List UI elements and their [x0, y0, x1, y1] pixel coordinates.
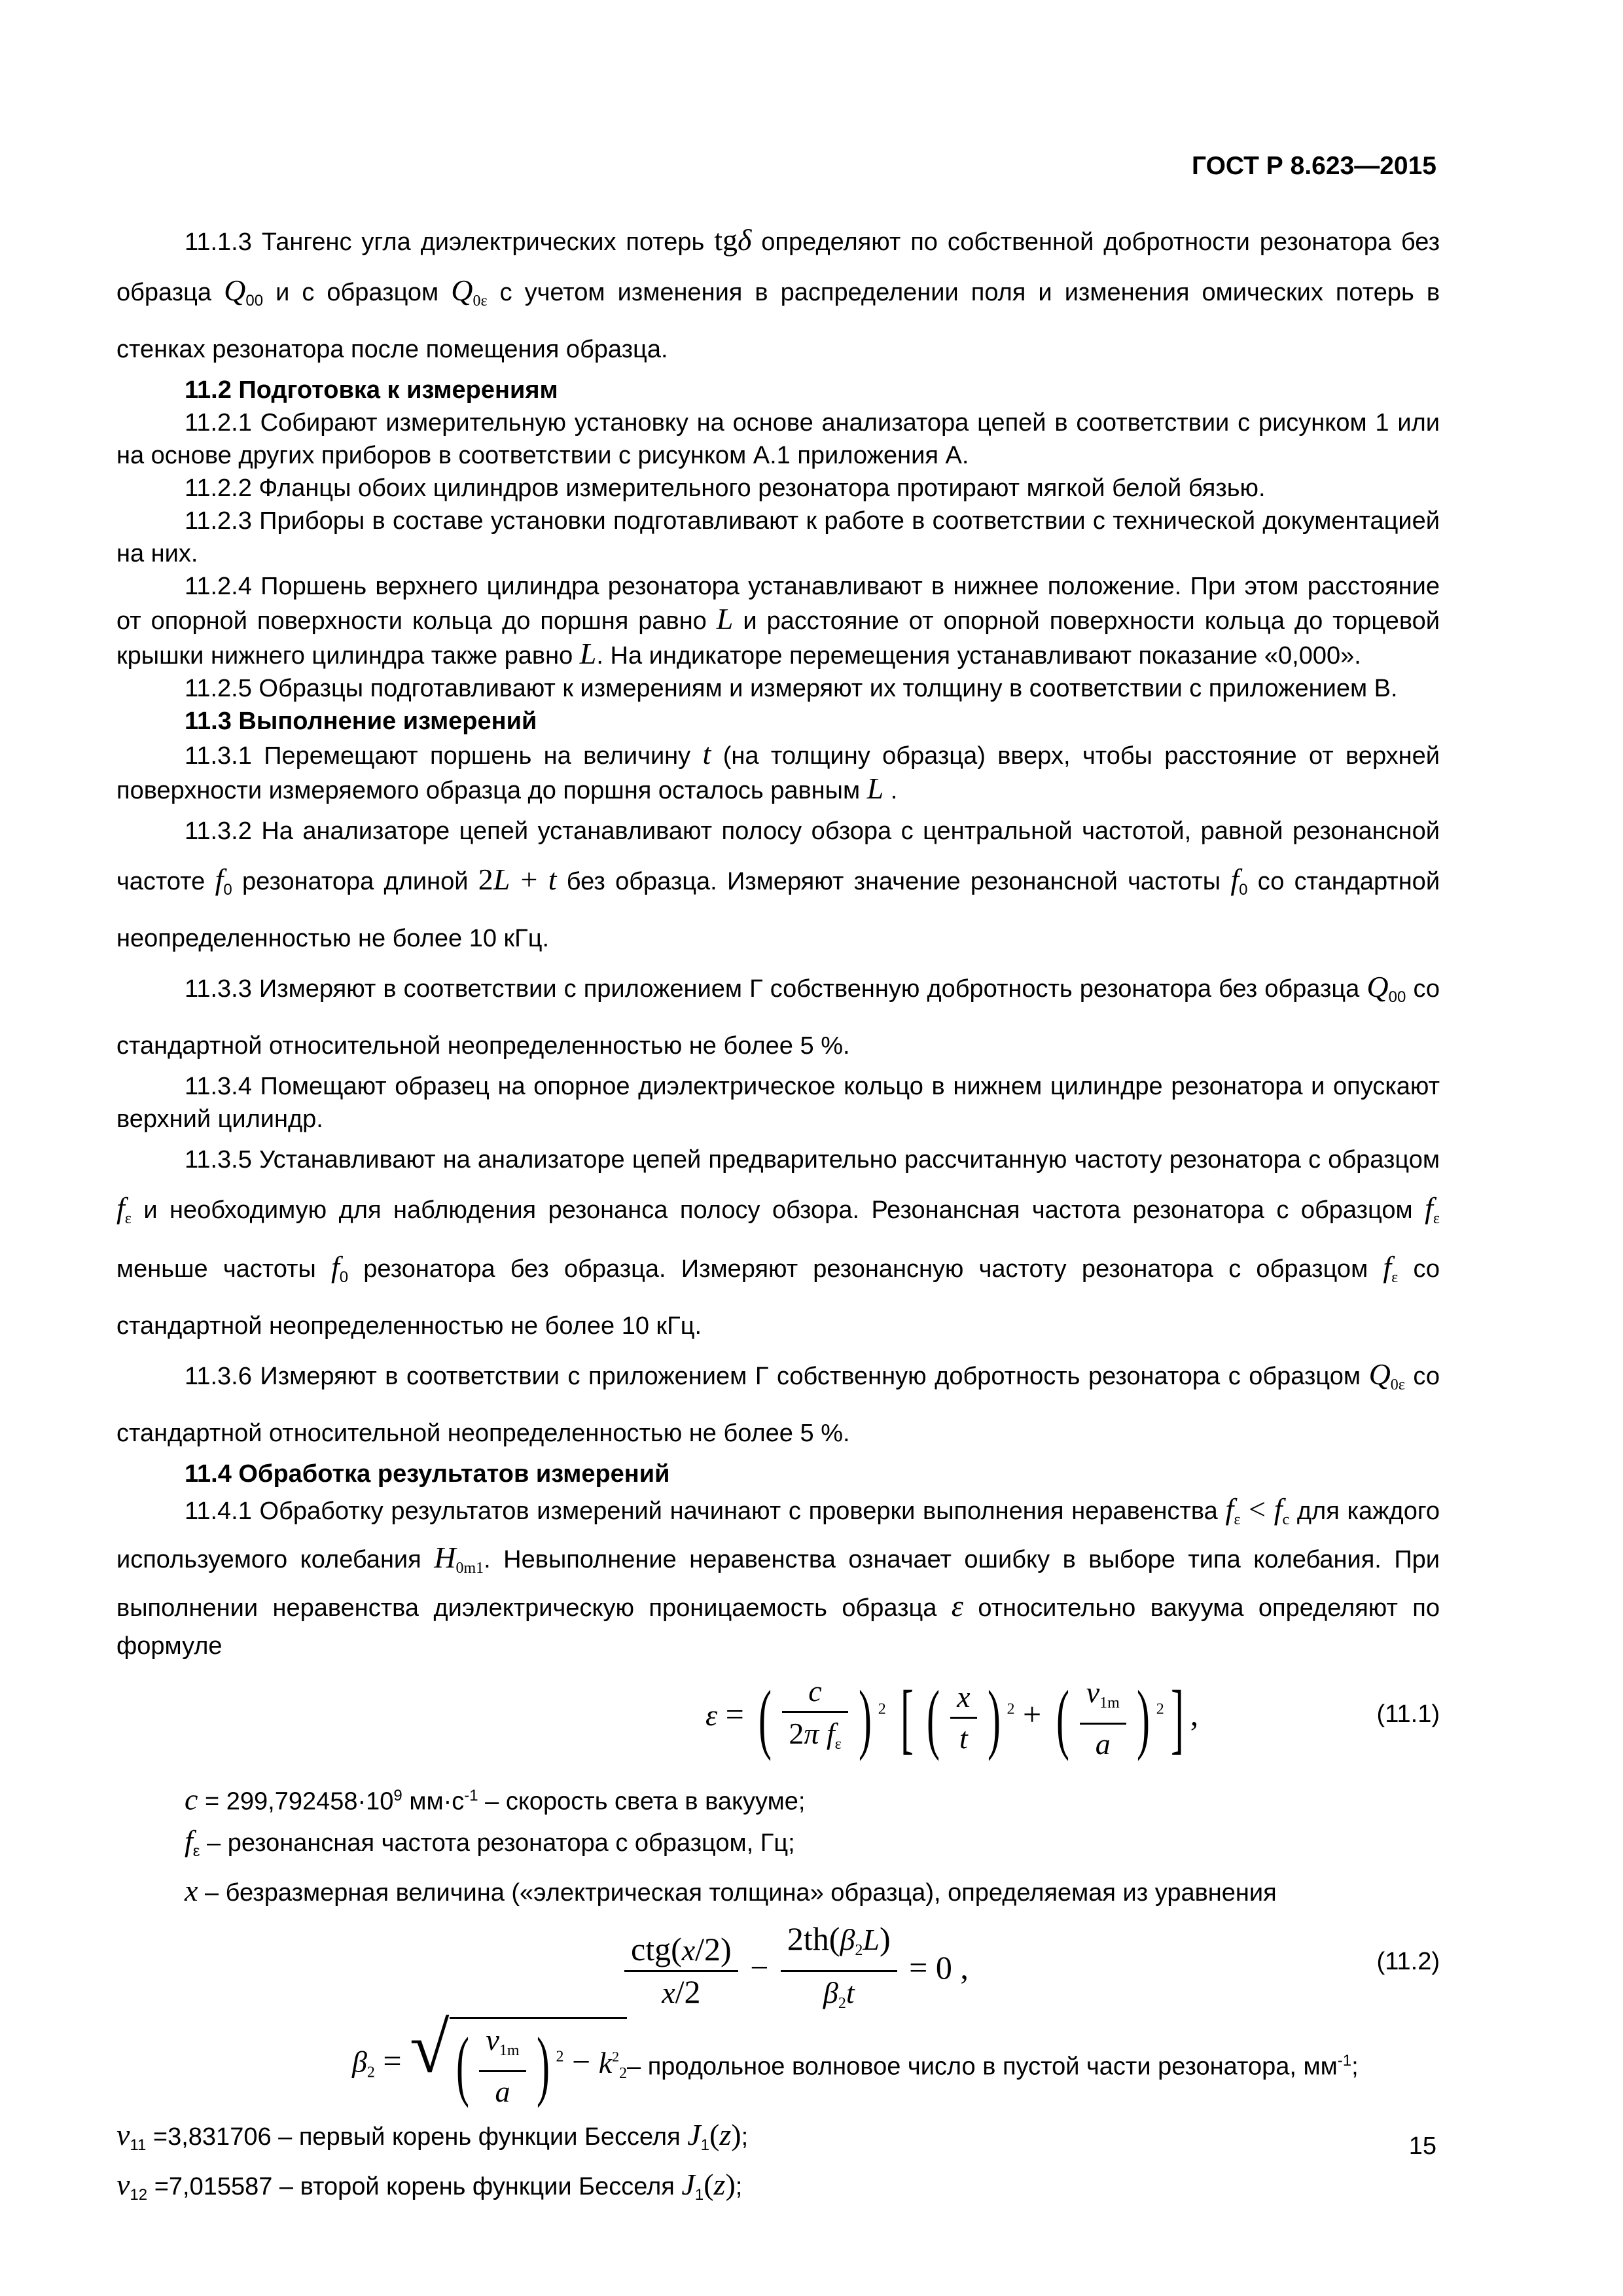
formula-11-1-expression: ε = ( $\frac{c}{2\pi f_\varepsilon}$ ) $^2$ [ ( $\frac{x}{t}$ ) $^2$ + ( $\frac{\nu_{1m}}{a}$ ) $^2$] ,	[705, 1672, 1198, 1764]
definition-beta: $\beta_2$ = √( $\frac{\nu_{1m}}{a}$ ) $^2 - k^2_2$ – продольное волновое число в пустой части резонатора, $мм^{-1}$;	[116, 2017, 1440, 2109]
section-11-2-heading: 11.2 Подготовка к измерениям	[185, 376, 558, 404]
definition-nu11: $\nu_{11} =3,831706$ – первый корень функции Бесселя $J_1(z)$;	[116, 2117, 749, 2154]
formula-11-2	[116, 1919, 1440, 2011]
paragraph-11-1-3: 11.1.3 Тангенс угла диэлектрических потерь tgδ определяют по собственной добротности резонатора без образца $Q_{00}$ и с образцом $Q_{0\varepsilon}$ с учетом изменения в распределении поля и изменения омических потерь в стенках резонатора после помещения образца.	[116, 223, 1440, 363]
definition-f-epsilon: $f_\varepsilon$ – резонансная частота резонатора с образцом, Гц;	[185, 1823, 795, 1860]
section-11-4-heading: 11.4 Обработка результатов измерений	[185, 1460, 670, 1488]
definition-nu12: $\nu_{12} =7,015587$ – второй корень функции Бесселя $J_1(z)$;	[116, 2167, 743, 2204]
formula-11-1-number: (11.1)	[1376, 1700, 1440, 1728]
formula-11-1	[116, 1672, 1440, 1770]
standard-header: ГОСТ Р 8.623—2015	[1192, 152, 1436, 180]
paragraph-11-4-1: 11.4.1 Обработку результатов измерений начинают с проверки выполнения неравенства $f_\varepsilon < f_c$ для каждого используемого колебания $H_{0m1}$. Невыполнение неравенства означает ошибку в выборе типа колебания. При выполнении неравенства диэлектрическую проницаемость образца ε относительно вакуума определяют по формуле	[116, 1492, 1440, 1660]
page-number: 15	[1408, 2132, 1436, 2160]
formula-11-2-number: (11.2)	[1376, 1947, 1440, 1975]
formula-11-2-expression: $\frac{\text{ctg(x/2)}}{x/2}$ − $\frac{2th(\beta_2L)}{\beta_2t}$ = 0 ,	[620, 1919, 969, 2023]
paragraph-11-2-4: 11.2.4 Поршень верхнего цилиндра резонатора устанавливают в нижнее положение. При этом расстояние от опорной поверхности кольца до поршня равно L и расстояние от опорной поверхности кольца до торцевой крышки нижнего цилиндра также равно L. На индикаторе перемещения устанавливают показание «0,000».	[116, 573, 1440, 670]
paragraph-11-3-1: 11.3.1 Перемещают поршень на величину t (на толщину образца) вверх, чтобы расстояние от верхней поверхности измеряемого образца до поршня осталось равным L .	[116, 737, 1440, 805]
paragraph-11-2-2: 11.2.2 Фланцы обоих цилиндров измерительного резонатора протирают мягкой белой бязью.	[185, 475, 1266, 502]
paragraph-11-3-2: 11.3.2 На анализаторе цепей устанавливают полосу обзора с центральной частотой, равной резонансной частоте $f_0$ резонатора длиной 2L + t без образца. Измеряют значение резонансной частоты $f_0$ со стандартной неопределенностью не более 10 кГц.	[116, 817, 1440, 952]
beta-expression: $\beta_2$ = √( $\frac{\nu_{1m}}{a}$ ) $^2 - k^2_2$	[352, 2017, 627, 2111]
paragraph-11-3-5: 11.3.5 Устанавливают на анализаторе цепей предварительно рассчитанную частоту резонатора с образцом $f_\varepsilon$ и необходимую для наблюдения резонанса полосу обзора. Резонансная частота резонатора с образцом $f_\varepsilon$ меньше частоты $f_0$ резонатора без образца. Измеряют резонансную частоту резонатора с образцом $f_\varepsilon$ со стандартной неопределенностью не более 10 кГц.	[116, 1146, 1440, 1340]
definition-c: $c = 299,792458\cdot 10^9$ $мм\cdot с^{-1}$ – скорость света в вакууме;	[185, 1782, 806, 1816]
definition-x: x – безразмерная величина («электрическая толщина» образца), определяемая из уравнения	[185, 1873, 1277, 1907]
paragraph-11-3-3: 11.3.3 Измеряют в соответствии с приложением Г собственную добротность резонатора без образца $Q_{00}$ со стандартной относительной неопределенностью не более 5 %.	[116, 970, 1440, 1060]
paragraph-11-2-1: 11.2.1 Собирают измерительную установку на основе анализатора цепей в соответствии с рисунком 1 или на основе других приборов в соответствии с рисунком А.1 приложения А.	[116, 409, 1440, 469]
paragraph-11-2-5: 11.2.5 Образцы подготавливают к измерениям и измеряют их толщину в соответствии с приложением В.	[185, 675, 1398, 702]
section-11-3-heading: 11.3 Выполнение измерений	[185, 708, 537, 735]
document-body	[116, 216, 1440, 2215]
paragraph-11-3-4: 11.3.4 Помещают образец на опорное диэлектрическое кольцо в нижнем цилиндре резонатора и опускают верхний цилиндр.	[116, 1073, 1440, 1133]
paragraph-11-2-3: 11.2.3 Приборы в составе установки подготавливают к работе в соответствии с технической документацией на них.	[116, 507, 1440, 567]
paragraph-11-3-6: 11.3.6 Измеряют в соответствии с приложением Г собственную добротность резонатора с образцом $Q_{0\varepsilon}$ со стандартной относительной неопределенностью не более 5 %.	[116, 1357, 1440, 1447]
